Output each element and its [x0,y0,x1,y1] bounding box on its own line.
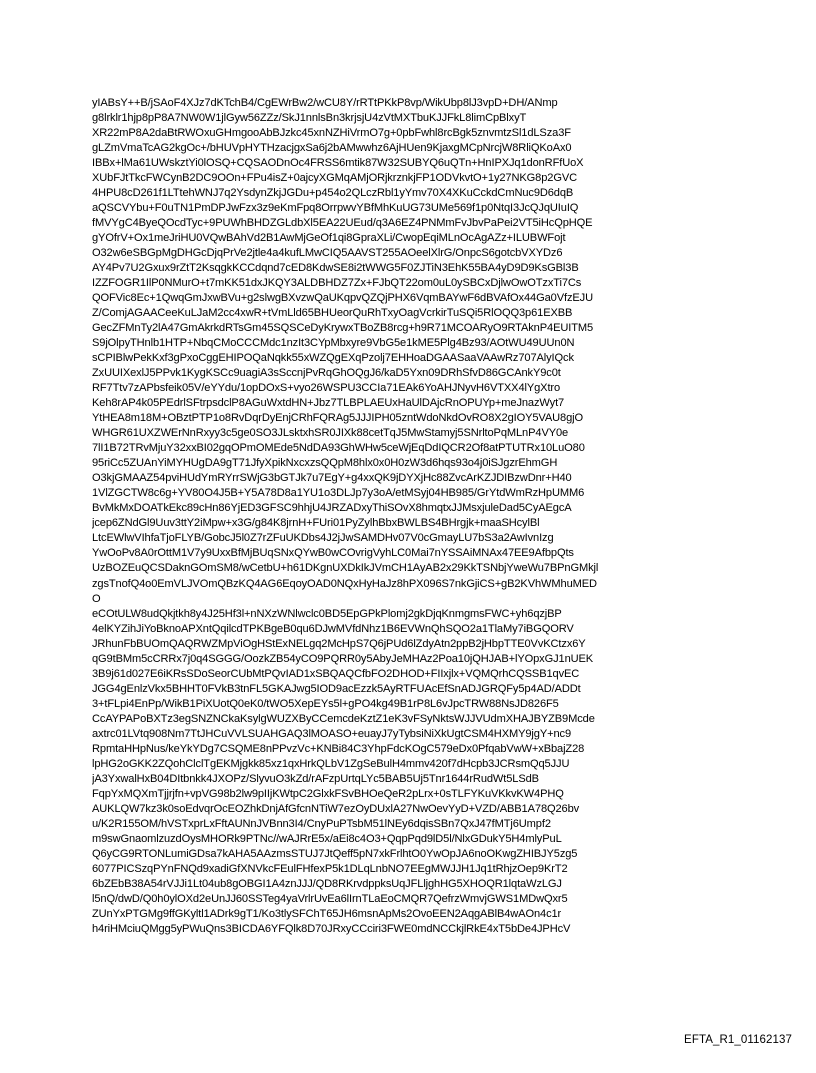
text-line: fMVYgC4ByeQOcdTyc+9PUWhBHDZGLdbXl5EA22UEud/q3A6EZ4PNMmFvJbvPaPei2VT5iHcQpHQE [92,217,593,230]
text-line: 95riCc5ZUAnYiMYHUgDA9gT71JfyXpikNxcxzsQQpM8hlx0x0H0zW3d6hqs93o4j0iSJgzrEhmGH [92,457,558,470]
text-line: AY4Pv7U2Gxux9rZtT2KsqgkKCCdqnd7cED8KdwSE8i2tWWG5F0ZJTiN3EhK55BA4yD9D9KsGBl3B [92,262,579,275]
text-line: UzBOZEuQCSDaknGOmSM8/wCetbU+h61DKgnUXDkIkJVmCH1AyAB2x29KkTSNbjYweWu7BPnGMkjl [92,562,599,575]
text-line: gYOfrV+Ox1meJriHU0VQwBAhVd2B1AwMjGeOf1qi8GpraXLi/CwopEqiMLnOcAgAZz+ILUBWFojt [92,232,566,245]
text-line: 4elKYZihJiYoBknoAPXntQqilcdTPKBgeB0qu6DJwMVfdNhz1B6EVWnQhSQO2a1TlaMy7iBGQORV [92,622,574,635]
text-line: XR22mP8A2daBtRWOxuGHmgooAbBJzkc45xnNZHiVrmO7g+0pbFwhl8rcBgk5znvmtzSl1dLSza3F [92,127,571,140]
text-line: yIABsY++B/jSAoF4XJz7dKTchB4/CgEWrBw2/wCU8Y/rRTtPKkP8vp/WikUbp8lJ3vpD+DH/ANmp [92,97,558,109]
text-line: l5nQ/dwD/Q0h0ylOXd2eUnJJ60SSTeg4yaVrlrUvEa6lIrnTLaEoCMQR7QefrzWmvjGWS1MDwQxr5 [92,892,568,905]
text-line: 3B9j61d027E6iKRsSDoSeorCUbMtPQvIAD1xSBQAQCfbFO2DHOD+FIIxjlx+VQMQrhCQSSB1qvEC [92,667,580,680]
text-line: Z/ComjAGAACeeKuLJaM2cc4xwR+tVmLld65BHUeorQuRhTxyOagVcrkirTuSQi5RlOQQ3p61EXBB [92,307,573,320]
text-line: qG9tBMm5cCRRx7j0q4SGGG/OozkZB54yCO9PQRR0y5AbyJeMHAz2Poa10jQHJAB+lYOpxGJ1nUEK [92,652,594,665]
text-line: 3+tFLpi4EnPp/WikB1PiXUotQ0eK0/tWO5XepEYs5l+gPO4kg49B1rP8L6vJpcTRW88NsJD826F5 [92,697,559,710]
text-line: JGG4gEnlzVkx5BHHT0FVkB3tnFL5GKAJwg5IOD9acEzzk5AyRTFUAcEfSnADJGRQFy5p4AD/ADDt [92,682,581,695]
text-line: 6077PICSzqPYnFNQd9xadiGfXNVkcFEulFHfexP5k1DLqLnbNO7EEgMWJJH1Jq1tRhjzOep9KrT2 [92,862,568,875]
text-line: m9swGnaomlzuzdOysMHORk9PTNc//wAJRrE5x/aEi8c4O3+QqpPqd9lD5l/NlxGDukY5H4mlyPuL [92,832,562,845]
text-line: jA3YxwalHxB04DItbnkk4JXOPz/SlyvuO3kZd/rAFzpUrtqLYc5BAB5Uj5Tnr1644rRudWt5LSdB [92,772,539,785]
text-line: O32w6eSBGpMgDHGcDjqPrVe2jtle4a4kufLMwCIQ5AAVST255AOeelXlrG/OnpcS6gotcbVXYDz6 [92,247,563,260]
text-line: 7lI1B72TRvMjuY32xxBI02gqOPmOMEde5NdDA93GhWHw5ceWjEqDdIQCR2Of8atPTUTRx10LuO80 [92,442,585,455]
text-line: GecZFMnTy2lA47GmAkrkdRTsGm45SQSCeDyKrywxTBoZB8rcg+h9R71MCOARyO9RTAknP4EUITM5 [92,322,594,335]
text-line: 6bZEbB38A54rVJJi1Lt04ub8gOBGI1A4znJJJ/QD8RKrvdppksUqJFLljghHG5XHOQR1lqtaWzLGJ [92,877,562,890]
text-line: WHGR61UXZWErNnRxyy3c5ge0SO3JLsktxhSR0JIXk88cetTqJ5MwStamyj5SNrltoPqMLnP4VY0e [92,427,569,440]
text-line: ZUnYxPTGMg9ffGKyltl1ADrk9gT1/Ko3tlySFChT65JH6msnApMs2OvoEEN2AqgABlB4wAOn4c1r [92,907,562,920]
text-line: aQSCVYbu+F0uTN1PmDPJwFzx3z9eKmFpq8OrrpwvYBfMhKuUG73UMe569f1p0NtqI3JcQJqUIuIQ [92,202,579,215]
text-line: BvMkMxDOATkEkc89cHn86YjED3GFSC9hhjU4JRZADxyThiSOvX8hmqtxJJMsxjuleDad5CyAEgcA [92,502,572,515]
text-line: RF7Ttv7zAPbsfeik05V/eYYdu/1opDOxS+vyo26WSPU3CCIa71EAk6YoAHJNyvH6VTXX4lYgXtro [92,382,561,395]
text-line: eCOtULW8udQkjtkh8y4J25Hf3l+nNXzWNlwclc0BD5EpGPkPlomj2gkDjqKnmgmsFWC+yh6qzjBP [92,607,562,620]
text-line: AUKLQW7kz3k0soEdvqrOcEOZhkDnjAfGfcnNTiW7ezOyDUxlA27NwOevYyD+VZD/ABB1A78Q26bv [92,802,580,815]
text-line: YwOoPv8A0rOttM1V7y9UxxBfMjBUqSNxQYwB0wCOvrigVyhLC0Mai7nYSSAiMNAx47EE9AfbpQts [92,547,574,560]
text-line: CcAYPAPoBXTz3egSNZNCkaKsylgWUZXByCCemcdeKztZ1eK3vFSyNktsWJJVUdmXHAJBYZB9Mcde [92,712,595,725]
text-line: JRhunFbBUOmQAQRWZMpViOgHStExNELgq2McHpS7Q6jPUd6lZdyAtn2ppB2jHbpTTE0VvKCtzx6Y [92,637,586,650]
document-id-footer: EFTA_R1_01162137 [684,1034,792,1046]
text-line: IBBx+lMa61UWskztYi0lOSQ+CQSAODnOc4FRSS6mtik87W32SUBYQ6uQTn+HnIPXJq1donRFfUoX [92,157,584,170]
text-line: QOFVic8Ec+1QwqGmJxwBVu+g2slwgBXvzwQaUKqpvQZQjPHX6VqmBAYwF6dBVAfOx44Ga0VfzEJU [92,292,593,305]
text-line: Q6yCG9RTONLumiGDsa7kAHA5AAzmsSTUJ7JtQeff5pN7xkFrlhtO0YwOpJA6noOKwgZHIBJY5zg5 [92,847,578,860]
text-line: XUbFJtTkcFWCynB2DC9OOn+FPu4isZ+0ajcyXGMqAMjORjkrznkjFP1ODVkvtO+1y27NKG8p2GVC [92,172,577,185]
text-line: IZZFOGR1IlP0NMurO+t7mKK51dxJKQY3ALDBHDZ7Zx+FJbQT22om0uL0ySBCxDjlwOwOTzxTi7Cs [92,277,582,290]
text-line: u/K2R155OM/hVSTxprLxFftAUNnJVBnn3I4/CnyPuPTsbM51lNEy6dqisSBn7QxJ47fMTj6Umpf2 [92,817,551,830]
text-line: S9jOlpyTHnlb1HTP+NbqCMoCCCMdc1nzIt3CYpMbxyre9VbG5e1kME5Plg4Bz93/AOtWU49UUn0N [92,337,575,350]
text-line: RpmtaHHpNus/keYkYDg7CSQME8nPPvzVc+KNBi84C3YhpFdcKOgC579eDx0PfqabVwW+xBbajZ28 [92,742,585,755]
encoded-text-block [92,96,732,937]
text-line: YtHEA8m18M+OBztPTP1o8RvDqrDyEnjCRhFQRAg5JJJIPH05zntWdoNkdOvRO8X2gIOY5VAU8gjO [92,412,583,425]
text-line: 1VlZGCTW8c6g+YV80O4J5B+Y5A78D8a1YU1o3DLJp7y3oA/etMSyj04HB985/GrYtdWmRzHpUMM6 [92,487,585,500]
text-line: lpHG2oGKK2ZQohClclTgEKMjgkk85xz1qxHrkQLbV1ZgSeBulH4mmv420f7dHcpb3JCRsmQq5JJU [92,757,570,770]
text-line: zgsTnofQ4o0EmVLJVOmQBzKQ4AG6EqoyOAD0NQxHyHaJz8hPX096S7nkGjiCS+gB2KVhWMhuMED [92,577,597,590]
text-line: O3kjGMAAZ54pviHUdYmRYrrSWjG3bGTJk7u7EgY+g4xxQK9jDYXjHc88ZvcArKZJDIBzwDnr+H40 [92,472,572,485]
text-line: Keh8rAP4k05PEdrlSFtrpsdclP8AGuWxtdHN+Jbz7TLBPLAEUxHaUlDAjcRnOPUYp+meJnazWyt7 [92,397,565,410]
text-line: g8lrklr1hjp8pP8A7NW0W1jlGyw56ZZz/SkJ1nnlsBn3krjsjU4zVtMXTbuKJJFkL8limCpBlxyT [92,112,527,125]
text-line: h4riHMciuQMgg5yPWuQns3BICDA6YFQlk8D70JRxyCCciri3FWE0mdNCCkjlRkE4xT5bDe4JPHcV [92,922,571,935]
text-line: O [92,592,101,605]
text-line: LtcEWlwVIhfaTjoFLYB/GobcJ5l0Z7rZFuUKDbs4J2jJwSAMDHv07V0cGmayLU7bS3a2AwIvnIzg [92,532,554,545]
text-line: 4HPU8cD261f1LTtehWNJ7q2YsdynZkjJGDu+p454o2QLczRbl1yYmv70X4XKuCckdCmNuc9D6dqB [92,187,574,200]
text-line: FqpYxMQXmTjjrjfn+vpVG98b2lw9pIIjKWtpC2GlxkFSvBHOeQeR2pLrx+0sTLFYKuVKkvKW4PHQ [92,787,564,800]
text-line: gLZmVmaTcAG2kgOc+/bHUVpHYTHzacjgxSa6j2bAMwwhz6AjHUen9KjaxgMCpNrcjW8RliQKoAx0 [92,142,572,155]
text-line: sCPIBlwPekKxf3gPxoCggEHIPOQaNqkk55xWZQgEXqPzolj7EHHoaDGAASaaVAAwRz707AlyIQck [92,352,574,365]
text-line: jcep6ZNdGl9Uuv3ttY2iMpw+x3G/g84K8jrnH+FUri01PyZylhBbxBWLBS4BHrgjk+maaSHcylBl [92,517,540,530]
text-line: ZxUUIXexlJ5PPvk1KygKSCc9uagiA3sSccnjPvRqGhOQgJ6/kaD5Yxn09DRhSfvD86GCAnkY9c0t [92,367,561,380]
text-line: axtrc01LVtq908Nm7TtJHCuVVLSUAHGAQ3lMOASO+euayJ7yTybsiNiXkUgtCSM4HXMY9jgY+nc9 [92,727,571,740]
